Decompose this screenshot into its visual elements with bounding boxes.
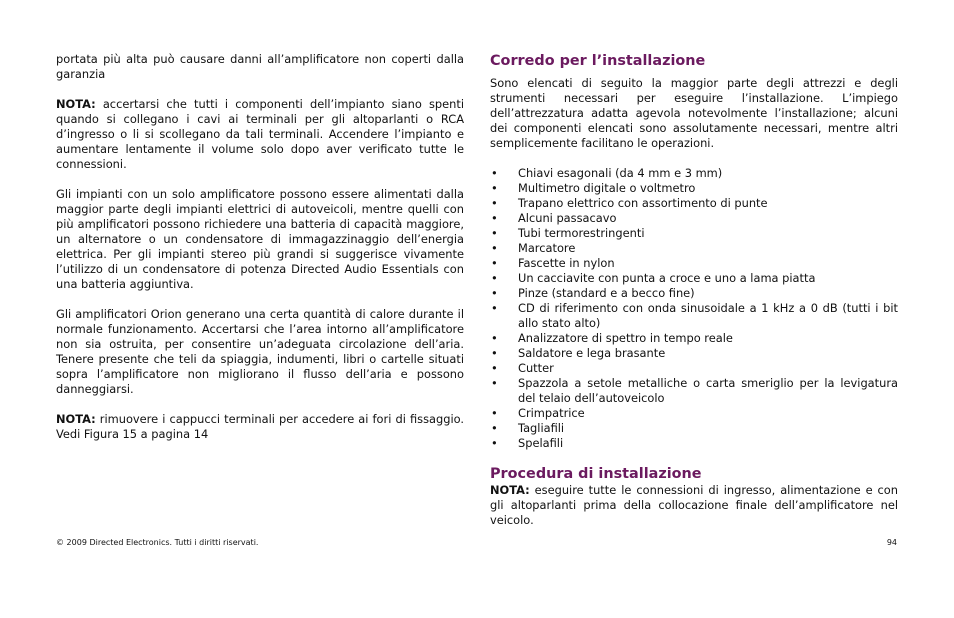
- tool-list-item: [490, 361, 898, 376]
- bullet-icon: •: [491, 241, 498, 255]
- tool-list-item-label: CD di riferimento con onda sinusoidale a 1 kHz a 0 dB (tutti i bit allo stato alto): [518, 301, 898, 330]
- paragraph-tools-intro: Sono elencati di seguito la maggior parte degli attrezzi e degli strumenti necessari per eseguire l’installazione. L’impiego dell’attrezzatura adatta agevola notevolmente l’installazione; alcuni dei componenti elencati sono assolutamente necessari, mentre altri semplicemente facilitano le operazioni.: [490, 76, 898, 150]
- tool-list-item-label: Tubi termorestringenti: [518, 226, 645, 240]
- paragraph-power: Gli impianti con un solo amplificatore possono essere alimentati dalla maggior parte degli impianti elettrici di autoveicoli, mentre quelli con più amplificatori possono richiedere una batteria di capacità maggiore, un alternatore o un condensatore di immagazzinaggio dell’energia elettrica. Per gli impianti stereo più grandi si suggerisce vivamente l’utilizzo di un condensatore di potenza Directed Audio Essentials con una batteria aggiuntiva.: [56, 187, 464, 291]
- tool-list-item-label: Analizzatore di spettro in tempo reale: [518, 331, 733, 345]
- tool-list-item: [490, 421, 898, 436]
- left-column: [56, 52, 464, 442]
- tool-list-item-label: Pinze (standard e a becco fine): [518, 286, 695, 300]
- tool-list-item-label: Cutter: [518, 361, 554, 375]
- tool-list-item-label: Un cacciavite con punta a croce e uno a lama piatta: [518, 271, 816, 285]
- right-column: [490, 52, 898, 528]
- heading-installation-kit: Corredo per l’installazione: [490, 53, 706, 69]
- note-procedure: [490, 483, 898, 528]
- note-text: accertarsi che tutti i componenti dell’impianto siano spenti quando si collegano i cavi ai terminali per gli altoparlanti o RCA d’ingresso o li si scollegano da tali terminali. Accendere l’impianto e aumentare lentamente il volume solo dopo aver verificato tutte le connessioni.: [56, 97, 464, 171]
- tool-list-item-label: Trapano elettrico con assortimento di punte: [518, 196, 768, 210]
- tool-list-item: [490, 181, 898, 196]
- tool-list-item: [490, 211, 898, 226]
- tool-list-item-label: Chiavi esagonali (da 4 mm e 3 mm): [518, 166, 723, 180]
- tool-list-item-label: Marcatore: [518, 241, 576, 255]
- bullet-icon: •: [491, 346, 498, 360]
- paragraph-heat: Gli amplificatori Orion generano una certa quantità di calore durante il normale funzionamento. Accertarsi che l’area intorno all’amplificatore non sia ostruita, per consentire un’adeguata circolazione dell’aria. Tenere presente che teli da spiaggia, indumenti, libri o cartelle situati sopra l’amplificatore non migliorano il flusso dell’aria e possono danneggiarsi.: [56, 307, 464, 396]
- note-label: NOTA:: [490, 483, 530, 497]
- tool-list-item-label: Saldatore e lega brasante: [518, 346, 666, 360]
- tool-list-item: [490, 376, 898, 406]
- note-text: eseguire tutte le connessioni di ingresso, alimentazione e con gli altoparlanti prima della collocazione finale dell’amplificatore nel veicolo.: [490, 483, 898, 527]
- note-terminal-caps: [56, 412, 464, 442]
- copyright-footer: © 2009 Directed Electronics. Tutti i diritti riservati.: [56, 538, 259, 547]
- tool-list-item-label: Fascette in nylon: [518, 256, 615, 270]
- bullet-icon: •: [491, 301, 498, 315]
- tool-list-item-label: Tagliafili: [518, 421, 565, 435]
- tools-list: [490, 166, 898, 451]
- tool-list-item: [490, 256, 898, 271]
- bullet-icon: •: [491, 226, 498, 240]
- note-connections: [56, 97, 464, 172]
- tool-list-item: [490, 301, 898, 331]
- bullet-icon: •: [491, 211, 498, 225]
- bullet-icon: •: [491, 421, 498, 435]
- bullet-icon: •: [491, 376, 498, 390]
- tool-list-item-label: Spazzola a setole metalliche o carta smeriglio per la levigatura del telaio dell’autoveicolo: [518, 376, 898, 405]
- tool-list-item-label: Crimpatrice: [518, 406, 585, 420]
- tool-list-item: [490, 241, 898, 256]
- paragraph-warranty: portata più alta può causare danni all’amplificatore non coperti dalla garanzia: [56, 52, 464, 81]
- bullet-icon: •: [491, 196, 498, 210]
- bullet-icon: •: [491, 361, 498, 375]
- page-number: 94: [886, 538, 897, 547]
- bullet-icon: •: [491, 436, 498, 450]
- tool-list-item: [490, 331, 898, 346]
- note-label: NOTA:: [56, 97, 96, 111]
- tool-list-item: [490, 166, 898, 181]
- tool-list-item: [490, 271, 898, 286]
- bullet-icon: •: [491, 256, 498, 270]
- tool-list-item-label: Spelafili: [518, 436, 564, 450]
- bullet-icon: •: [491, 406, 498, 420]
- tool-list-item: [490, 226, 898, 241]
- bullet-icon: •: [491, 286, 498, 300]
- tool-list-item: [490, 286, 898, 301]
- tool-list-item: [490, 436, 898, 451]
- bullet-icon: •: [491, 166, 498, 180]
- tool-list-item: [490, 406, 898, 421]
- heading-installation-procedure: Procedura di installazione: [490, 466, 702, 482]
- tool-list-item-label: Alcuni passacavo: [518, 211, 617, 225]
- tool-list-item: [490, 346, 898, 361]
- tool-list-item: [490, 196, 898, 211]
- bullet-icon: •: [491, 181, 498, 195]
- note-text: rimuovere i cappucci terminali per accedere ai fori di fissaggio. Vedi Figura 15 a pagina 14: [56, 412, 464, 441]
- bullet-icon: •: [491, 331, 498, 345]
- bullet-icon: •: [491, 271, 498, 285]
- note-label: NOTA:: [56, 412, 96, 426]
- tool-list-item-label: Multimetro digitale o voltmetro: [518, 181, 696, 195]
